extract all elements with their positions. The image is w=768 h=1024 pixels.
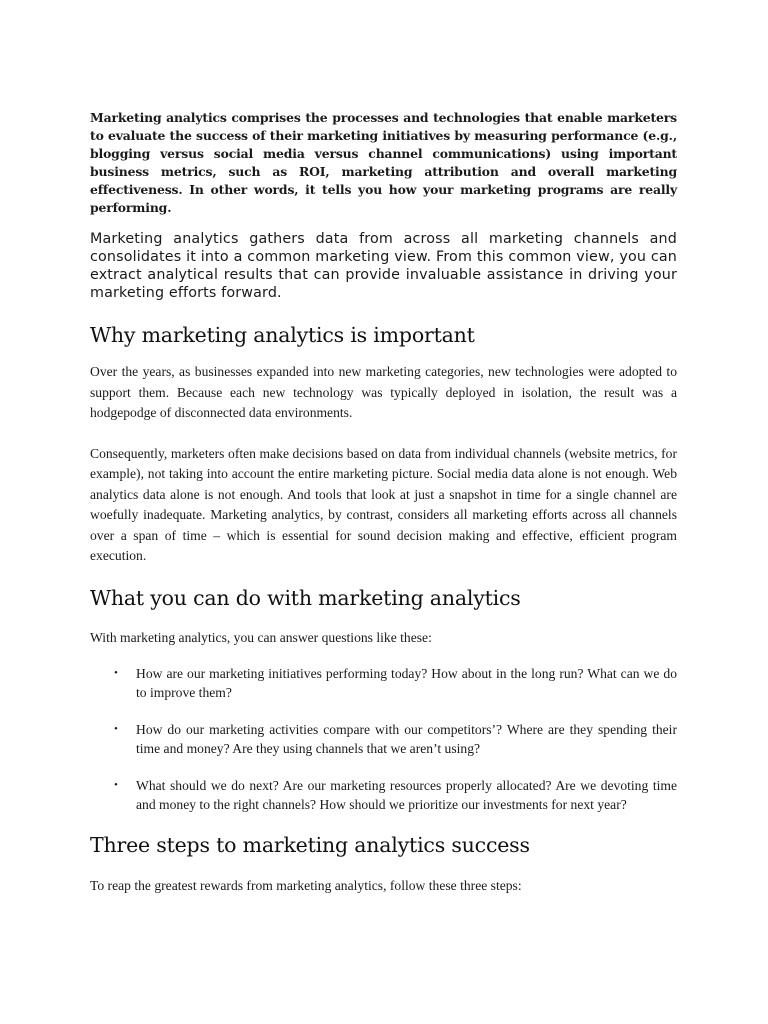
intro-summary-paragraph: Marketing analytics gathers data from across all marketing channels and consolidates it into a common marketing view. From this common view, you can extract analytical results that can provide invaluable assistance in driving your marketing efforts forward. xyxy=(90,231,677,301)
why-paragraph-2: Consequently, marketers often make decisions based on data from individual channels (website metrics, for example), not taking into account the entire marketing picture. Social media data alone is not enough. Web analytics data alone is not enough. And tools that look at just a snapshot in time for a single channel are woefully inadequate. Marketing analytics, by contrast, considers all marketing efforts across all channels over a span of time – which is essential for sound decision making and effective, efficient program execution. xyxy=(90,445,677,563)
bullet-icon: • xyxy=(114,667,118,679)
list-item-text: How are our marketing initiatives performing today? How about in the long run? What can we do to improve them? xyxy=(136,666,677,700)
why-paragraph-1: Over the years, as businesses expanded into new marketing categories, new technologies were adopted to support them. Because each new technology was typically deployed in isolation, the result was a hodgepodge of disconnected data environments. xyxy=(90,364,677,420)
list-item xyxy=(90,776,677,814)
heading-why-important: Why marketing analytics is important xyxy=(90,323,475,347)
heading-three-steps: Three steps to marketing analytics success xyxy=(90,833,530,857)
steps-lead-text: To reap the greatest rewards from marketing analytics, follow these three steps: xyxy=(90,878,522,893)
what-lead-text: With marketing analytics, you can answer questions like these: xyxy=(90,629,432,645)
intro-bold-paragraph: Marketing analytics comprises the processes and technologies that enable marketers to evaluate the success of their marketing initiatives by measuring performance (e.g., blogging versus social media versus channel communications) using important business metrics, such as ROI, marketing attribution and overall marketing effectiveness. In other words, it tells you how your marketing programs are really performing. xyxy=(90,110,677,215)
document-page xyxy=(90,109,677,897)
list-item-text: What should we do next? Are our marketing resources properly allocated? Are we devoting time and money to the right channels? How should we prioritize our investments for next year? xyxy=(136,778,677,812)
question-list xyxy=(90,664,677,814)
bullet-icon: • xyxy=(114,779,118,791)
heading-what-you-can-do: What you can do with marketing analytics xyxy=(90,585,521,610)
list-item xyxy=(90,664,677,702)
bullet-icon: • xyxy=(114,723,118,735)
list-item-text: How do our marketing activities compare with our competitors’? Where are they spending their time and money? Are they using channels that we aren’t using? xyxy=(136,722,677,756)
list-item xyxy=(90,720,677,758)
